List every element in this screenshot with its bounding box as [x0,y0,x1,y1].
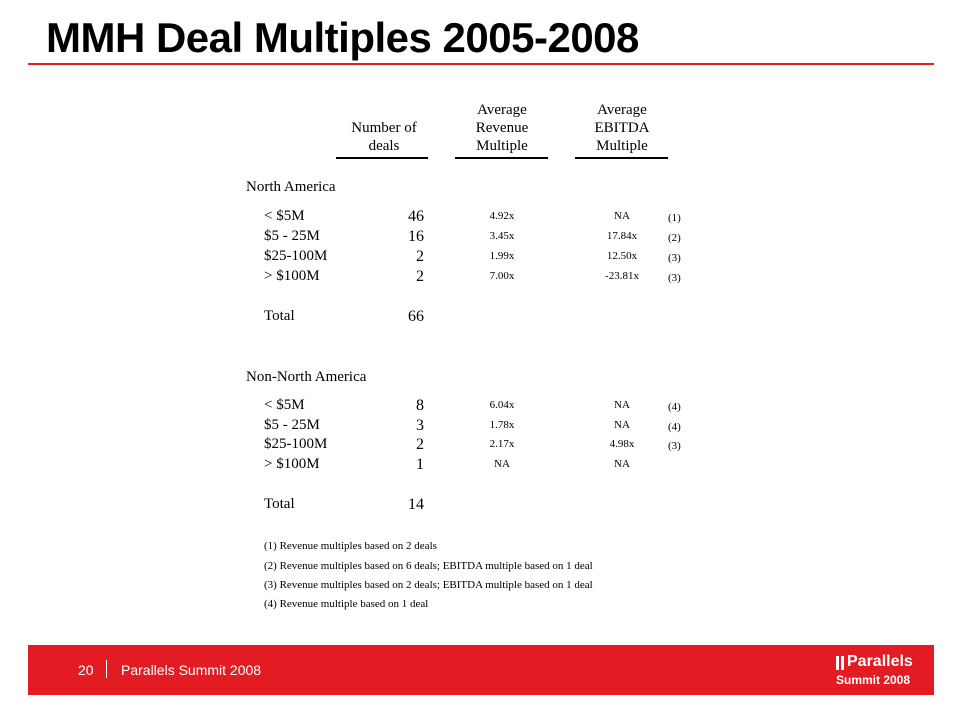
header-ebitda [572,101,672,155]
total-label: Total [264,496,295,512]
header-revenue-underline [455,157,548,159]
header-deals [334,119,434,155]
row-ebitda-multiple: NA [614,419,630,431]
row-deals: 46 [408,208,424,225]
header-deals-line2: deals [368,138,400,154]
row-label: < $5M [264,397,305,413]
row-revenue-multiple: NA [494,458,510,470]
total-row [0,496,960,516]
row-deals: 8 [416,397,424,414]
row-footnote-ref: (3) [668,252,681,264]
logo-bar [841,656,844,670]
header-revenue [452,101,552,155]
row-deals: 2 [416,436,424,453]
row-ebitda-multiple: 4.98x [609,438,635,450]
row-deals: 16 [408,228,424,245]
row-revenue-multiple: 3.45x [489,230,515,242]
title-divider [28,63,934,65]
row-deals: 3 [416,417,424,434]
row-ebitda-multiple: 12.50x [606,250,638,262]
slide-title: MMH Deal Multiples 2005-2008 [46,14,639,61]
row-revenue-multiple: 6.04x [489,399,515,411]
header-ebitda-line2: EBITDA [594,120,650,136]
row-label: $5 - 25M [264,228,320,244]
footnote: (2) Revenue multiples based on 6 deals; EBITDA multiple based on 1 deal [264,560,593,572]
header-ebitda-line1: Average [597,102,647,118]
table-row [0,228,960,248]
row-label: $25-100M [264,248,328,264]
row-revenue-multiple: 7.00x [489,270,515,282]
total-deals: 66 [408,308,424,325]
row-footnote-ref: (4) [668,421,681,433]
footer-separator [106,660,107,678]
table-row [0,248,960,268]
table-row [0,268,960,288]
row-ebitda-multiple: 17.84x [606,230,638,242]
total-deals: 14 [408,496,424,513]
event-name: Parallels Summit 2008 [121,662,262,678]
row-label: $25-100M [264,436,328,452]
table-row [0,397,960,417]
logo-wordmark: Parallels [847,653,913,670]
total-label: Total [264,308,295,324]
header-deals-line1: Number of [351,120,417,136]
row-label: > $100M [264,268,320,284]
total-row [0,308,960,328]
row-revenue-multiple: 1.78x [489,419,515,431]
row-ebitda-multiple: -23.81x [605,270,639,282]
row-footnote-ref: (4) [668,401,681,413]
row-label: < $5M [264,208,305,224]
section-heading: North America [246,179,336,195]
header-ebitda-underline [575,157,668,159]
row-footnote-ref: (3) [668,440,681,452]
row-deals: 2 [416,248,424,265]
footnote: (1) Revenue multiples based on 2 deals [264,540,437,552]
table-row [0,208,960,228]
table-row [0,436,960,456]
row-label: $5 - 25M [264,417,320,433]
footnote: (4) Revenue multiple based on 1 deal [264,598,429,610]
header-ebitda-line3: Multiple [596,138,648,154]
header-deals-underline [336,157,428,159]
row-deals: 1 [416,456,424,473]
row-ebitda-multiple: NA [614,399,630,411]
row-ebitda-multiple: NA [614,458,630,470]
logo-subtitle: Summit 2008 [836,673,911,687]
section-heading: Non-North America [246,369,367,385]
header-revenue-line2: Revenue [475,120,529,136]
row-label: > $100M [264,456,320,472]
row-footnote-ref: (3) [668,272,681,284]
row-ebitda-multiple: NA [614,210,630,222]
logo-bar [836,656,839,670]
row-footnote-ref: (2) [668,232,681,244]
row-revenue-multiple: 4.92x [489,210,515,222]
page-number: 20 [78,662,94,678]
header-revenue-line1: Average [477,102,527,118]
table-row [0,456,960,476]
table-row [0,417,960,437]
header-revenue-line3: Multiple [476,138,528,154]
footnote: (3) Revenue multiples based on 2 deals; EBITDA multiple based on 1 deal [264,579,593,591]
row-revenue-multiple: 2.17x [489,438,515,450]
row-deals: 2 [416,268,424,285]
row-revenue-multiple: 1.99x [489,250,515,262]
row-footnote-ref: (1) [668,212,681,224]
